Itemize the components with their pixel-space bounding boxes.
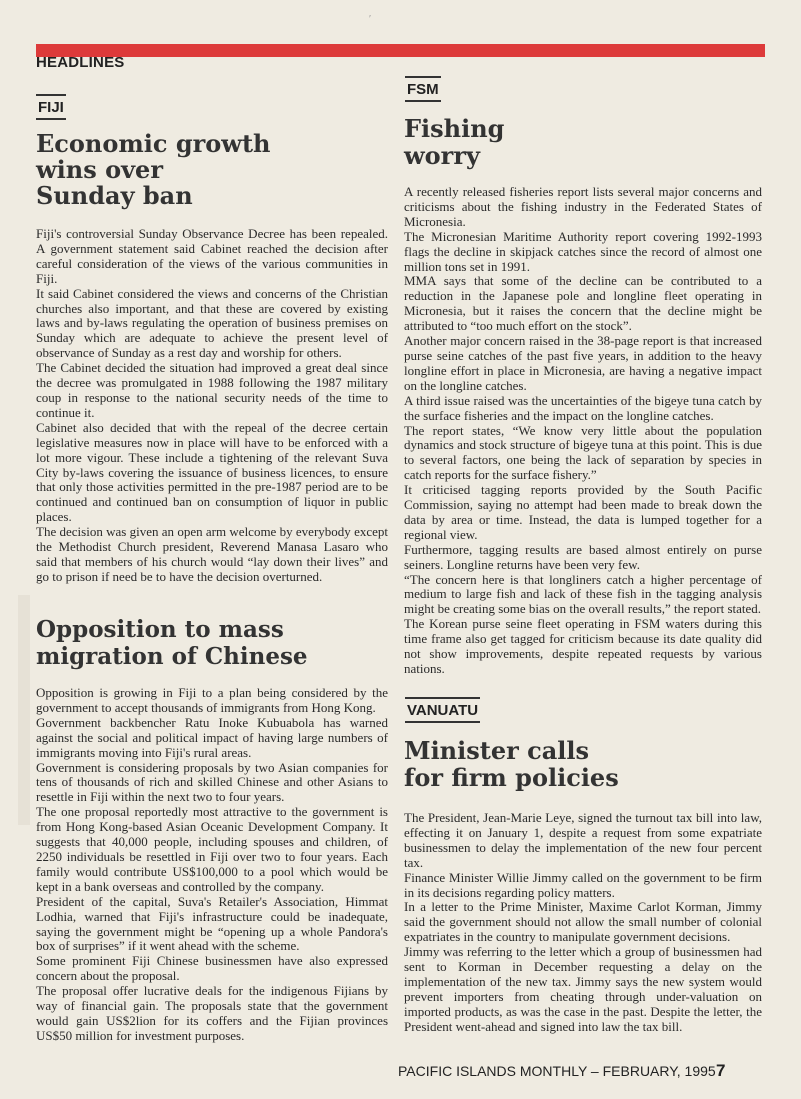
article-economic-growth (36, 131, 388, 585)
headline-economic-growth: Economic growth wins over Sunday ban (36, 129, 271, 210)
article-minister-calls (404, 737, 762, 1035)
paragraph: Finance Minister Willie Jimmy called on the government to be firm in its decisions regarding policy matters. (404, 869, 762, 900)
paragraph: The decision was given an open arm welcome by everybody except the Methodist Church president, Reverend Manasa Lasaro who said that members of his church would “lay down their lives” and go to prison if need be to have the decision overturned. (36, 524, 388, 584)
paragraph: Cabinet also decided that with the repeal of the decree certain legislative measures now in place will have to be enforced with a lot more vigour. These include a tightening of the relevant Suva City by-laws covering the issuance of business licences, to ensure that only those activities permitted in the pre-1987 period are to be continued and continued ban on consumption of liquor in public places. (36, 419, 388, 525)
paragraph: The one proposal reportedly most attractive to the government is from Hong Kong-based Asian Oceanic Development Company. It suggests that 40,000 people, including spouses and children, of 2250 individuals be resettled in Fiji over two to four years. Each family would contribute US$100,000 to a pool which would be kept in a bank overseas and controlled by the company. (36, 804, 388, 894)
paragraph: Fiji's controversial Sunday Observance Decree has been repealed. A government statement said Cabinet reached the decision after careful consideration of the views of the various communities in Fiji. (36, 226, 388, 286)
paragraph: Opposition is growing in Fiji to a plan being considered by the government to accept thousands of immigrants from Hong Kong. (36, 685, 388, 715)
publication-footer: PACIFIC ISLANDS MONTHLY – FEBRUARY, 1995 (398, 1063, 716, 1079)
paragraph: Government backbencher Ratu Inoke Kubuabola has warned against the social and political impact of having large numbers of immigrants moving into Fiji's rural areas. (36, 714, 388, 760)
paragraph: In a letter to the Prime Minister, Maxime Carlot Korman, Jimmy said the government should not allow the small number of colonial expatriates in the country to manipulate government decisions. (404, 899, 762, 945)
paragraph: It criticised tagging reports provided by the South Pacific Commission, saying no attempt had been made to break down the data by area or time. Instead, the data is lumped together for a regional view. (404, 482, 762, 542)
vanuatu-label: VANUATU (405, 697, 480, 723)
headline-minister-calls: Minister calls for firm policies (404, 736, 619, 792)
paragraph: The proposal offer lucrative deals for the indigenous Fijians by way of financial gain. The proposals state that the government would gain US$2lion for its coffers and the Fijian provinces US$50 million for investment purposes. (36, 983, 388, 1043)
section-title: HEADLINES (36, 54, 125, 71)
article-body (36, 686, 388, 1044)
article-body (404, 185, 762, 677)
paragraph: MMA says that some of the decline can be contributed to a reduction in the Japanese pole and longline fleet operating in Micronesia, but it raises the concern that the decline might be attributed to “too much effort on the stock”. (404, 273, 762, 334)
article-body (36, 227, 388, 585)
paragraph: Government is considering proposals by two Asian companies for tens of thousands of rich and skilled Chinese and other Asians to resettle in Fiji within the next two to four years. (36, 759, 388, 805)
article-fishing-worry (404, 115, 762, 677)
article-opposition-migration (36, 616, 388, 1044)
headline-fishing-worry: Fishing worry (404, 114, 505, 170)
paragraph: The Cabinet decided the situation had improved a great deal since the decree was promulgated in 1988 following the 1987 military coup in response to the national security needs of the time to continue it. (36, 360, 388, 420)
paragraph: A third issue raised was the uncertainties of the bigeye tuna catch by the surface fisheries and the impact on the longline catches. (404, 392, 762, 423)
paragraph: A recently released fisheries report lists several major concerns and criticisms about the fishing industry in the Federated States of Micronesia. (404, 184, 762, 229)
fsm-label: FSM (405, 76, 441, 102)
fiji-label: FIJI (36, 94, 66, 120)
article-body (404, 811, 762, 1035)
page-margin-shadow (18, 595, 30, 825)
paragraph: It said Cabinet considered the views and concerns of the Christian churches also important, and that these are covered by existing laws and by-laws regulating the operation of business premises on Sunday which are adequate to achieve the present level of observance of Sunday as a rest day and worship for others. (36, 285, 388, 361)
paragraph: Another major concern raised in the 38-page report is that increased purse seine catches of the past five years, in addition to the heavy longline effort in place in Micronesia, are having a negative impact on the longline catches. (404, 333, 762, 393)
paragraph: Some prominent Fiji Chinese businessmen have also expressed concern about the proposal. (36, 953, 388, 984)
paragraph: President of the capital, Suva's Retailer's Association, Himmat Lodhia, warned that Fiji's infrastructure could be inadequate, saying the government might be “opening up a whole Pandora's box of surprises” if it went ahead with the scheme. (36, 893, 388, 954)
paragraph: The President, Jean-Marie Leye, signed the turnout tax bill into law, effecting it on January 1, despite a request from some expatriate businessmen to delay the implementation of the new four percent tax. (404, 810, 762, 870)
paragraph: The report states, “We know very little about the population dynamics and stock structure of bigeye tuna at this point. This is due to several factors, one being the lack of separation by species in catch reports for the surface fishery.” (404, 422, 762, 483)
scan-mark: ′ (369, 14, 372, 25)
headline-opposition-migration: Opposition to mass migration of Chinese (36, 616, 308, 670)
header-rule (36, 44, 765, 57)
paragraph: The Korean purse seine fleet operating in FSM waters during this time frame also get tagged for criticism because its date quality did not show improvements, despite repeated requests by various nations. (404, 616, 762, 676)
paragraph: Jimmy was referring to the letter which a group of businessmen had sent to Korman in December requesting a delay on the implementation of the new tax. Jimmy says the new system would prevent importers from cheating through under-valuation on imported products, as was the case in the past. Despite the letter, the President went-ahead and signed into law the tax bill. (404, 944, 762, 1034)
paragraph: Furthermore, tagging results are based almost entirely on purse seiners. Longline returns have been very few. (404, 541, 762, 572)
page-number: 7 (716, 1061, 726, 1080)
paragraph: “The concern here is that longliners catch a higher percentage of medium to large fish and lack of these fish in the tagging analysis might be creating some bias on the overall results,” the report stated. (404, 571, 762, 617)
paragraph: The Micronesian Maritime Authority report covering 1992-1993 flags the decline in skipjack catches since the record of almost one million tons set in 1991. (404, 228, 762, 274)
